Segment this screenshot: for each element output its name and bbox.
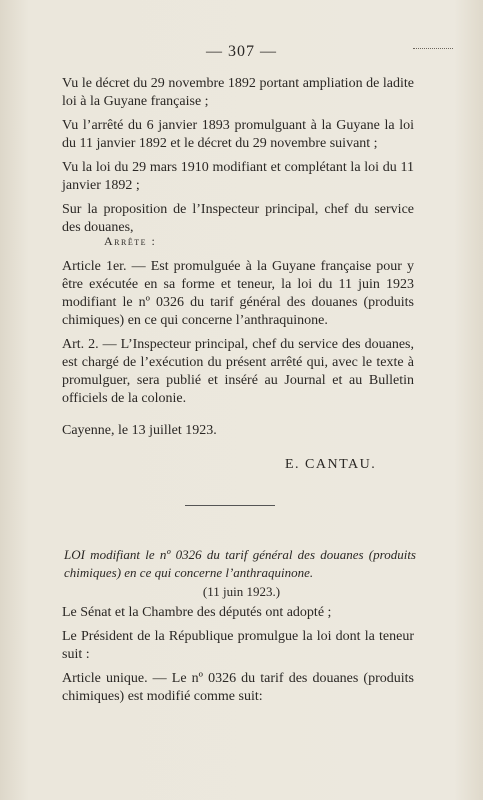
law-paragraph-promulgation: Le Président de la République promulgue la loi dont la teneur suit : — [62, 629, 414, 662]
place-date: Cayenne, le 13 juillet 1923. — [62, 423, 217, 438]
paragraph-loi-1910: Vu la loi du 29 mars 1910 modifiant et complétant la loi du 11 janvier 1892 ; — [62, 160, 414, 193]
signature: E. CANTAU. — [285, 457, 377, 472]
article-1: Article 1er. — Est promulguée à la Guyane française pour y être exécutée en sa forme et teneur, la loi du 11 juin 1923 modifiant le nº 0326 du tarif général des douanes (produits chimiques) en ce qui concerne l’anthraquinone. — [62, 259, 414, 328]
articles — [62, 258, 414, 440]
paragraph-proposition: Sur la proposition de l’Inspecteur principal, chef du service des douanes, — [62, 202, 414, 235]
article-2: Art. 2. — L’Inspecteur principal, chef du service des douanes, est chargé de l’exécution du présent arrêté qui, avec le texte à promulguer, sera publié et inséré au Journal et au Bulletin officiels de la colonie. — [62, 337, 414, 406]
law-title: LOI modifiant le nº 0326 du tarif général des douanes (produits chimiques) en ce qui concerne l’anthraquinone. — [64, 547, 416, 580]
page-number: — 307 — — [206, 43, 277, 60]
law-date: (11 juin 1923.) — [202, 584, 281, 599]
arrete-heading: Arrête : — [104, 234, 157, 248]
law-paragraph-adoption: Le Sénat et la Chambre des députés ont adopté ; — [62, 605, 332, 620]
law-paragraph-article-unique: Article unique. — Le nº 0326 du tarif des douanes (produits chimiques) est modifié comme suit: — [62, 671, 414, 704]
preamble — [62, 75, 414, 237]
section-divider — [185, 505, 275, 506]
paragraph-decret-1892: Vu le décret du 29 novembre 1892 portant ampliation de ladite loi à la Guyane française ; — [62, 76, 414, 109]
law-body — [62, 604, 414, 706]
paragraph-arrete-1893: Vu l’arrêté du 6 janvier 1893 promulguant à la Guyane la loi du 11 janvier 1892 et le décret du 29 novembre suivant ; — [62, 118, 414, 151]
